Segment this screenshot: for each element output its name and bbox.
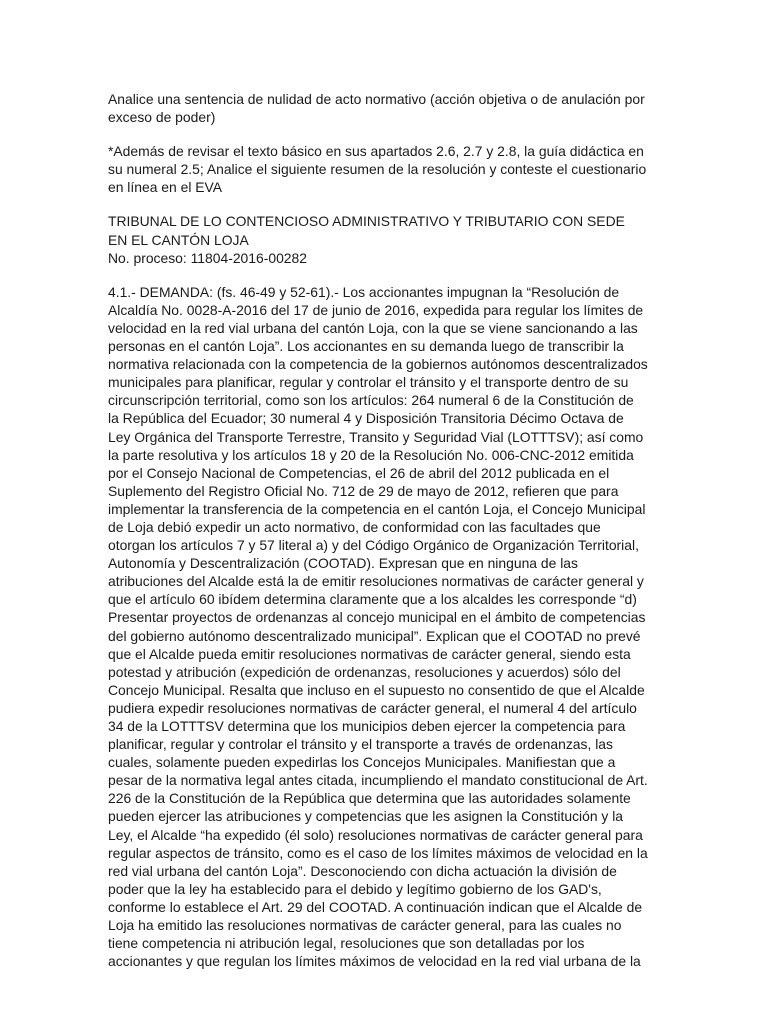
intro-paragraph: Analice una sentencia de nulidad de acto normativo (acción objetiva o de anulación por exceso de poder) <box>108 91 645 126</box>
tribunal-header <box>108 212 648 266</box>
document-page <box>108 90 648 986</box>
tribunal-name: TRIBUNAL DE LO CONTENCIOSO ADMINISTRATIVO Y TRIBUTARIO CON SEDE EN EL CANTÓN LOJA <box>108 213 625 248</box>
demand-paragraph: 4.1.- DEMANDA: (fs. 46-49 y 52-61).- Los accionantes impugnan la “Resolución de Alcaldía No. 0028-A-2016 del 17 de junio de 2016, expedida para regular los límites de velocidad en la red vial urbana del cantón Loja, con la que se viene sancionando a las personas en el cantón Loja”. Los accionantes en su demanda luego de transcribir la normativa relacionada con la competencia de la gobiernos autónomos descentralizados municipales para planificar, regular y controlar el tránsito y el transporte dentro de su circunscripción territorial, como son los artículos: 264 numeral 6 de la Constitución de la República del Ecuador; 30 numeral 4 y Disposición Transitoria Décimo Octava de Ley Orgánica del Transporte Terrestre, Transito y Seguridad Vial (LOTTTSV); así como la parte resolutiva y los artículos 18 y 20 de la Resolución No. 006-CNC-2012 emitida por el Consejo Nacional de Competencias, el 26 de abril del 2012 publicada en el Suplemento del Registro Oficial No. 712 de 29 de mayo de 2012, refieren que para implementar la transferencia de la competencia en el cantón Loja, el Concejo Municipal de Loja debió expedir un acto normativo, de conformidad con las facultades que otorgan los artículos 7 y 57 literal a) y del Código Orgánico de Organización Territorial, Autonomía y Descentralización (COOTAD). Expresan que en ninguna de las atribuciones del Alcalde está la de emitir resoluciones normativas de carácter general y que el artículo 60 ibídem determina claramente que a los alcaldes les corresponde “d) Presentar proyectos de ordenanzas al concejo municipal en el ámbito de competencias del gobierno autónomo descentralizado municipal”. Explican que el COOTAD no prevé que el Alcalde pueda emitir resoluciones normativas de carácter general, siendo esta potestad y atribución (expedición de ordenanzas, resoluciones y acuerdos) sólo del Concejo Municipal. Resalta que incluso en el supuesto no consentido de que el Alcalde pudiera expedir resoluciones normativas de carácter general, el numeral 4 del artículo 34 de la LOTTTSV determina que los municipios deben ejercer la competencia para planificar, regular y controlar el tránsito y el transporte a través de ordenanzas, las cuales, solamente pueden expedirlas los Concejos Municipales. Manifiestan que a pesar de la normativa legal antes citada, incumpliendo el mandato constitucional de Art. 226 de la Constitución de la República que determina que las autoridades solamente pueden ejercer las atribuciones y competencias que les asignen la Constitución y la Ley, el Alcalde “ha expedido (él solo) resoluciones normativas de carácter general para regular aspectos de tránsito, como es el caso de los límites máximos de velocidad en la red vial urbana del cantón Loja”. Desconociendo con dicha actuación la división de poder que la ley ha establecido para el debido y legítimo gobierno de los GAD's, conforme lo establece el Art. 29 del COOTAD. A continuación indican que el Alcalde de Loja ha emitido las resoluciones normativas de carácter general, para las cuales no tiene competencia ni atribución legal, resoluciones que son detalladas por los accionantes y que regulan los límites máximos de velocidad en la red vial urbana de la <box>108 283 648 970</box>
instruction-paragraph: *Además de revisar el texto básico en sus apartados 2.6, 2.7 y 2.8, la guía didáctica en su numeral 2.5; Analice el siguiente resumen de la resolución y conteste el cuestionario en línea en el EVA <box>108 143 647 196</box>
process-number: No. proceso: 11804-2016-00282 <box>108 249 307 266</box>
